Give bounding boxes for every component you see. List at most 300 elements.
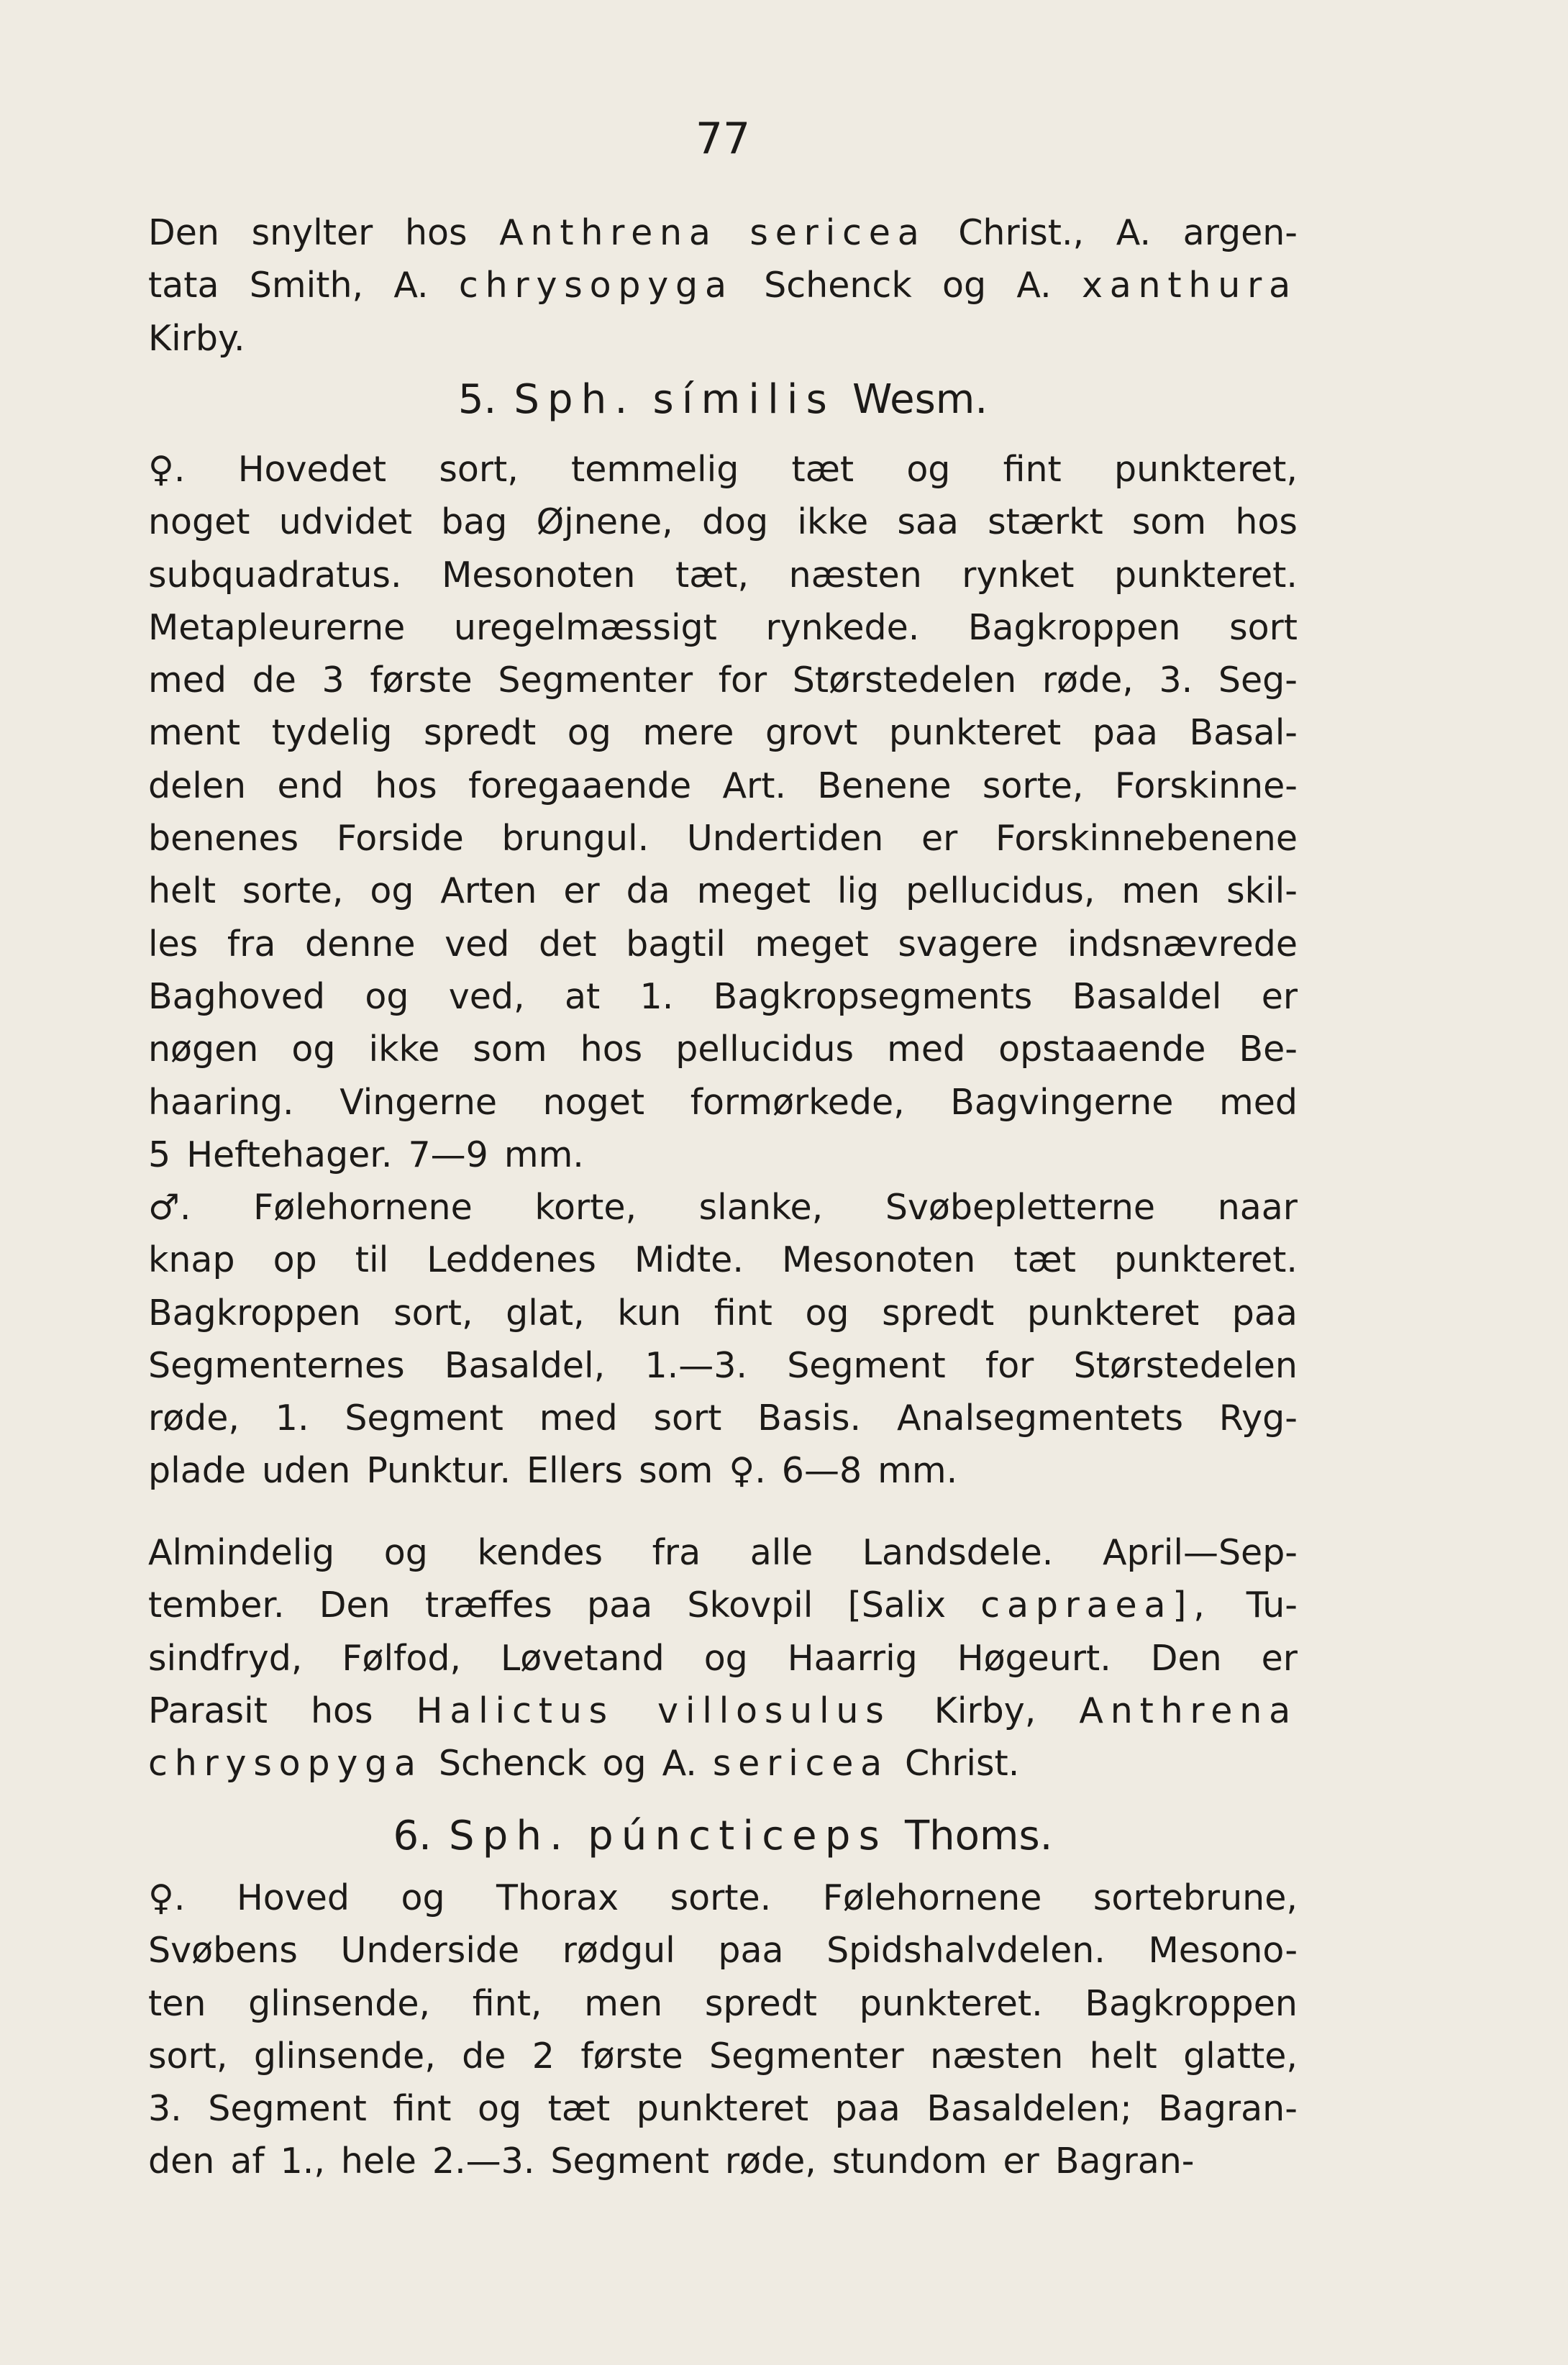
word: træffes bbox=[424, 1585, 552, 1626]
text-line bbox=[148, 607, 1298, 660]
word: Øjnene, bbox=[536, 501, 673, 543]
word: korte, bbox=[534, 1187, 637, 1228]
heading-word: púncticeps bbox=[588, 1813, 888, 1859]
heading-word: 5. bbox=[457, 376, 497, 423]
text-line bbox=[148, 1134, 1298, 1187]
word: Tu- bbox=[1246, 1585, 1298, 1626]
text-block bbox=[148, 1877, 1298, 2194]
word: til bbox=[355, 1239, 389, 1281]
word: bagtil bbox=[626, 923, 726, 965]
word: snylter bbox=[251, 212, 373, 253]
text-line bbox=[148, 501, 1298, 554]
word: Forskinnebenene bbox=[995, 818, 1298, 860]
word: op bbox=[273, 1239, 317, 1281]
word: Christ., bbox=[958, 212, 1085, 253]
word: opstaaende bbox=[998, 1029, 1206, 1070]
species-heading-5 bbox=[148, 376, 1298, 439]
word: indsnævrede bbox=[1067, 923, 1298, 965]
heading-word: 6. bbox=[393, 1813, 432, 1859]
word: punkteret bbox=[1026, 1292, 1200, 1334]
word: Kirby, bbox=[934, 1690, 1036, 1731]
word: mere bbox=[642, 712, 734, 754]
word: Forskinne- bbox=[1114, 765, 1298, 806]
text-line bbox=[148, 1029, 1298, 1081]
word: Bagran- bbox=[1054, 2141, 1195, 2182]
word: bag bbox=[441, 501, 508, 543]
word: hos bbox=[311, 1690, 373, 1731]
word: glinsende, bbox=[253, 2035, 436, 2077]
word: sorte, bbox=[242, 870, 344, 912]
text-line bbox=[148, 976, 1298, 1029]
text-line bbox=[148, 712, 1298, 765]
word: fra bbox=[652, 1532, 701, 1573]
word: 1., bbox=[280, 2141, 325, 2182]
word: fint bbox=[1003, 449, 1062, 490]
word: Baghoved bbox=[148, 975, 326, 1017]
word: haaring. bbox=[148, 1081, 294, 1123]
word: er bbox=[1261, 1637, 1298, 1679]
word: Anthrena bbox=[499, 212, 718, 253]
paragraph-female-description bbox=[148, 449, 1298, 1187]
word: er bbox=[921, 818, 958, 860]
text-line bbox=[148, 660, 1298, 712]
word: Bagkroppen bbox=[1085, 1982, 1298, 2024]
word: punkteret, bbox=[1113, 449, 1298, 490]
word: ♀. bbox=[148, 449, 186, 490]
word: Haarrig bbox=[787, 1637, 918, 1679]
word: sorte. bbox=[670, 1877, 772, 1918]
word: fint, bbox=[472, 1982, 542, 2024]
word: paa bbox=[718, 1930, 784, 1972]
word: ikke bbox=[368, 1029, 440, 1070]
word: Ryg- bbox=[1218, 1398, 1298, 1439]
page-number: 77 bbox=[695, 114, 751, 164]
word: Følehornene bbox=[822, 1877, 1042, 1918]
text-line bbox=[148, 2141, 1298, 2193]
word: Vingerne bbox=[339, 1081, 498, 1123]
word: sericea bbox=[712, 1743, 889, 1785]
word: denne bbox=[304, 923, 416, 965]
word: slanke, bbox=[698, 1187, 824, 1228]
word: Schenck bbox=[438, 1743, 587, 1785]
word: Landsdele. bbox=[862, 1532, 1054, 1573]
text-line bbox=[148, 2036, 1298, 2088]
word: men bbox=[1121, 870, 1200, 912]
heading-word: Wesm. bbox=[852, 376, 988, 423]
word: ikke bbox=[797, 501, 869, 543]
word: Segmenter bbox=[708, 2035, 904, 2077]
word: svagere bbox=[898, 923, 1039, 965]
word: tæt bbox=[547, 2088, 611, 2130]
word: røde, bbox=[1041, 660, 1134, 701]
word: Midte. bbox=[634, 1239, 744, 1281]
word: subquadratus. bbox=[148, 554, 402, 596]
word: nøgen bbox=[148, 1029, 259, 1070]
word: Basaldel bbox=[1072, 975, 1222, 1017]
word: stundom bbox=[831, 2141, 988, 2182]
word: paa bbox=[834, 2088, 901, 2130]
word: skil- bbox=[1226, 870, 1298, 912]
word: tæt bbox=[1013, 1239, 1076, 1281]
word: er bbox=[1003, 2141, 1039, 2182]
word: delen bbox=[148, 765, 247, 806]
text-block bbox=[148, 449, 1298, 1187]
word: Mesonoten bbox=[442, 554, 636, 596]
word: Leddenes bbox=[427, 1239, 596, 1281]
word: formørkede, bbox=[690, 1081, 905, 1123]
word: som bbox=[1131, 501, 1207, 543]
word: Løvetand bbox=[500, 1637, 665, 1679]
word: Smith, bbox=[249, 265, 364, 306]
word: 3. bbox=[1159, 660, 1193, 701]
word: Følfod, bbox=[342, 1637, 461, 1679]
word: kendes bbox=[477, 1532, 603, 1573]
word: første bbox=[370, 660, 473, 701]
word: villosulus bbox=[657, 1690, 891, 1731]
word: mm. bbox=[503, 1134, 584, 1175]
word: de bbox=[462, 2035, 506, 2077]
text-line bbox=[148, 1743, 1298, 1795]
word: og bbox=[291, 1029, 336, 1070]
word: argen- bbox=[1182, 212, 1298, 253]
word: er bbox=[1261, 975, 1298, 1017]
text-line bbox=[148, 1690, 1298, 1743]
word: sericea bbox=[749, 212, 926, 253]
word: de bbox=[252, 660, 296, 701]
word: temmelig bbox=[571, 449, 739, 490]
word: hele bbox=[340, 2141, 416, 2182]
text-block bbox=[148, 1187, 1298, 1503]
word: røde, bbox=[724, 2141, 816, 2182]
word: mm. bbox=[878, 1450, 958, 1492]
word: ten bbox=[148, 1982, 206, 2024]
word: sort bbox=[1229, 606, 1298, 648]
word: punkteret. bbox=[1114, 554, 1298, 596]
word: med bbox=[887, 1029, 966, 1070]
word: paa bbox=[587, 1585, 653, 1626]
word: Basis. bbox=[757, 1398, 862, 1439]
word: Analsegmentets bbox=[896, 1398, 1183, 1439]
word: A. bbox=[1116, 212, 1152, 253]
word: Benene bbox=[817, 765, 952, 806]
word: med bbox=[539, 1398, 618, 1439]
word: fint bbox=[714, 1292, 772, 1334]
word: punkteret. bbox=[1113, 1239, 1298, 1281]
word: knap bbox=[148, 1239, 235, 1281]
word: noget bbox=[542, 1081, 645, 1123]
word: noget bbox=[148, 501, 250, 543]
word: men bbox=[584, 1982, 663, 2024]
text-line bbox=[148, 1082, 1298, 1134]
word: paa bbox=[1231, 1292, 1298, 1334]
word: Mesono- bbox=[1148, 1930, 1298, 1972]
paragraph-male-description bbox=[148, 1187, 1298, 1503]
word: er bbox=[563, 870, 600, 912]
text-line bbox=[148, 1930, 1298, 1982]
word: Følehornene bbox=[253, 1187, 473, 1228]
word: sort bbox=[653, 1398, 722, 1439]
word: chrysopyga bbox=[458, 265, 734, 306]
word: capraea], bbox=[980, 1585, 1212, 1626]
word: ♀. bbox=[148, 1877, 186, 1918]
word: Størstedelen bbox=[792, 660, 1017, 701]
word: Parasit bbox=[148, 1690, 268, 1731]
paragraph-host-list bbox=[148, 212, 1298, 370]
text-line bbox=[148, 1532, 1298, 1585]
word: pellucidus, bbox=[906, 870, 1095, 912]
word: og bbox=[942, 265, 987, 306]
word: hos bbox=[1235, 501, 1298, 543]
word: for bbox=[718, 660, 767, 701]
word: Heftehager. bbox=[186, 1134, 393, 1175]
paragraph-distribution bbox=[148, 1532, 1298, 1795]
word: plade bbox=[148, 1450, 246, 1492]
heading-word: Thoms. bbox=[904, 1813, 1053, 1859]
word: Seg- bbox=[1218, 660, 1298, 701]
word: første bbox=[580, 2035, 683, 2077]
word: fra bbox=[227, 923, 276, 965]
word: Høgeurt. bbox=[957, 1637, 1111, 1679]
word: Art. bbox=[722, 765, 786, 806]
text-line bbox=[148, 1187, 1298, 1239]
word: dog bbox=[701, 501, 769, 543]
word: sort, bbox=[393, 1292, 473, 1334]
word: alle bbox=[749, 1532, 813, 1573]
word: paa bbox=[1092, 712, 1158, 754]
word: Den bbox=[148, 212, 219, 253]
word: næsten bbox=[930, 2035, 1064, 2077]
heading-word: Sph. bbox=[448, 1813, 571, 1859]
word: og bbox=[602, 1743, 647, 1785]
word: og bbox=[478, 2088, 522, 2130]
word: end bbox=[277, 765, 344, 806]
text-line bbox=[148, 2088, 1298, 2141]
word: ved bbox=[445, 923, 510, 965]
species-heading bbox=[148, 376, 1298, 439]
text-line bbox=[148, 555, 1298, 607]
word: og bbox=[703, 1637, 748, 1679]
word: 5 bbox=[148, 1134, 171, 1175]
text-line bbox=[148, 818, 1298, 870]
word: spredt bbox=[424, 712, 537, 754]
text-line bbox=[148, 1398, 1298, 1450]
word: udvidet bbox=[278, 501, 412, 543]
heading-word: símilis bbox=[652, 376, 836, 423]
text-line bbox=[148, 870, 1298, 923]
word: meget bbox=[696, 870, 811, 912]
word: Metapleurerne bbox=[148, 606, 406, 648]
word: med bbox=[148, 660, 227, 701]
word: Bagkropsegments bbox=[713, 975, 1033, 1017]
word: tæt, bbox=[675, 554, 749, 596]
word: ved, bbox=[448, 975, 525, 1017]
species-heading bbox=[148, 1813, 1298, 1876]
word: Basaldel, bbox=[444, 1344, 606, 1386]
word: Mesonoten bbox=[781, 1239, 976, 1281]
word: Bagran- bbox=[1158, 2088, 1298, 2130]
word: kun bbox=[617, 1292, 682, 1334]
word: Almindelig bbox=[148, 1532, 335, 1573]
word: A. bbox=[393, 265, 429, 306]
text-block bbox=[148, 212, 1298, 370]
word: 2 bbox=[532, 2035, 555, 2077]
word: brungul. bbox=[501, 818, 649, 860]
word: Forside bbox=[336, 818, 464, 860]
word: sortebrune, bbox=[1093, 1877, 1298, 1918]
word: 6—8 bbox=[781, 1450, 862, 1492]
word: fint bbox=[393, 2088, 452, 2130]
word: 2.—3. bbox=[432, 2141, 535, 2182]
word: hos bbox=[580, 1029, 643, 1070]
word: A. bbox=[1016, 265, 1052, 306]
word: helt bbox=[1089, 2035, 1157, 2077]
word: Segmenter bbox=[498, 660, 693, 701]
word: rynket bbox=[962, 554, 1075, 596]
word: næsten bbox=[788, 554, 922, 596]
word: Undertiden bbox=[686, 818, 884, 860]
word: xanthura bbox=[1081, 265, 1298, 306]
word: tæt bbox=[791, 449, 854, 490]
word: tata bbox=[148, 265, 219, 306]
text-line bbox=[148, 1585, 1298, 1637]
heading-word: Sph. bbox=[514, 376, 636, 423]
word: les bbox=[148, 923, 199, 965]
word: af bbox=[230, 2141, 265, 2182]
word: og bbox=[365, 975, 409, 1017]
paragraph-female-description-2 bbox=[148, 1877, 1298, 2194]
word: saa bbox=[897, 501, 959, 543]
word: og bbox=[401, 1877, 445, 1918]
text-line bbox=[148, 1983, 1298, 2036]
word: naar bbox=[1217, 1187, 1298, 1228]
word: Spidshalvdelen. bbox=[826, 1930, 1106, 1972]
word: Underside bbox=[340, 1930, 520, 1972]
word: meget bbox=[755, 923, 869, 965]
word: tember. bbox=[148, 1585, 285, 1626]
word: 3. bbox=[148, 2088, 182, 2130]
text-line bbox=[148, 212, 1298, 265]
text-line bbox=[148, 765, 1298, 818]
word: Segmenternes bbox=[148, 1344, 405, 1386]
word: A. bbox=[662, 1743, 697, 1785]
text-line bbox=[148, 924, 1298, 976]
word: glinsende, bbox=[248, 1982, 431, 2024]
word: tydelig bbox=[271, 712, 393, 754]
word: som bbox=[639, 1450, 714, 1492]
word: Schenck bbox=[764, 265, 912, 306]
word: da bbox=[626, 870, 670, 912]
word: rynkede. bbox=[765, 606, 920, 648]
word: Basal- bbox=[1189, 712, 1298, 754]
text-line bbox=[148, 318, 1298, 370]
word: og bbox=[906, 449, 951, 490]
word: April—Sep- bbox=[1102, 1532, 1298, 1573]
text-line bbox=[148, 1638, 1298, 1690]
word: Christ. bbox=[905, 1743, 1020, 1785]
word: rødgul bbox=[562, 1930, 675, 1972]
word: Segment bbox=[787, 1344, 946, 1386]
word: Bagkroppen bbox=[148, 1292, 361, 1334]
word: 7—9 bbox=[408, 1134, 488, 1175]
word: 3 bbox=[322, 660, 345, 701]
text-line bbox=[148, 1293, 1298, 1345]
word: benenes bbox=[148, 818, 299, 860]
word: Skovpil bbox=[687, 1585, 813, 1626]
word: Svøbepletterne bbox=[885, 1187, 1156, 1228]
word: glat, bbox=[506, 1292, 585, 1334]
text-line bbox=[148, 1239, 1298, 1292]
word: punkteret. bbox=[859, 1982, 1043, 2024]
text-line bbox=[148, 1345, 1298, 1398]
word: at bbox=[564, 975, 601, 1017]
word: det bbox=[539, 923, 597, 965]
text-line bbox=[148, 265, 1298, 317]
word: Arten bbox=[440, 870, 537, 912]
word: Hoved bbox=[236, 1877, 350, 1918]
word: Den bbox=[1150, 1637, 1222, 1679]
word: ♂. bbox=[148, 1187, 191, 1228]
word: spredt bbox=[704, 1982, 818, 2024]
word: Ellers bbox=[527, 1450, 624, 1492]
word: Bagvingerne bbox=[950, 1081, 1174, 1123]
word: og bbox=[370, 870, 414, 912]
word: og bbox=[567, 712, 611, 754]
word: punkteret bbox=[888, 712, 1062, 754]
word: med bbox=[1219, 1081, 1298, 1123]
word: som bbox=[473, 1029, 547, 1070]
word: stærkt bbox=[988, 501, 1103, 543]
word: pellucidus bbox=[675, 1029, 854, 1070]
word: uden bbox=[262, 1450, 351, 1492]
word: Basaldelen; bbox=[926, 2088, 1132, 2130]
word: Hovedet bbox=[237, 449, 387, 490]
word: 1. bbox=[639, 975, 674, 1017]
word: og bbox=[383, 1532, 428, 1573]
word: Halictus bbox=[416, 1690, 614, 1731]
word: ♀. bbox=[729, 1450, 766, 1492]
word: hos bbox=[404, 212, 468, 253]
species-heading-6 bbox=[148, 1813, 1298, 1876]
word: for bbox=[985, 1344, 1034, 1386]
word: Be- bbox=[1239, 1029, 1298, 1070]
word: grovt bbox=[765, 712, 858, 754]
word: sort, bbox=[148, 2035, 228, 2077]
word: lig bbox=[837, 870, 880, 912]
word: den bbox=[148, 2141, 215, 2182]
word: hos bbox=[375, 765, 437, 806]
word: Segment bbox=[208, 2088, 367, 2130]
word: sorte, bbox=[982, 765, 1084, 806]
word: punkteret bbox=[636, 2088, 809, 2130]
word: Størstedelen bbox=[1073, 1344, 1298, 1386]
word: sindfryd, bbox=[148, 1637, 303, 1679]
word: Den bbox=[319, 1585, 391, 1626]
word: spredt bbox=[882, 1292, 995, 1334]
word: Segment bbox=[345, 1398, 503, 1439]
word: ment bbox=[148, 712, 241, 754]
text-block bbox=[148, 1532, 1298, 1795]
word: Anthrena bbox=[1079, 1690, 1298, 1731]
word: Svøbens bbox=[148, 1930, 298, 1972]
word: foregaaende bbox=[468, 765, 692, 806]
word: Thorax bbox=[496, 1877, 619, 1918]
word: chrysopyga bbox=[148, 1743, 423, 1785]
word: glatte, bbox=[1183, 2035, 1298, 2077]
word: røde, bbox=[148, 1398, 240, 1439]
word: [Salix bbox=[847, 1585, 947, 1626]
text-line bbox=[148, 449, 1298, 501]
word: sort, bbox=[439, 449, 519, 490]
